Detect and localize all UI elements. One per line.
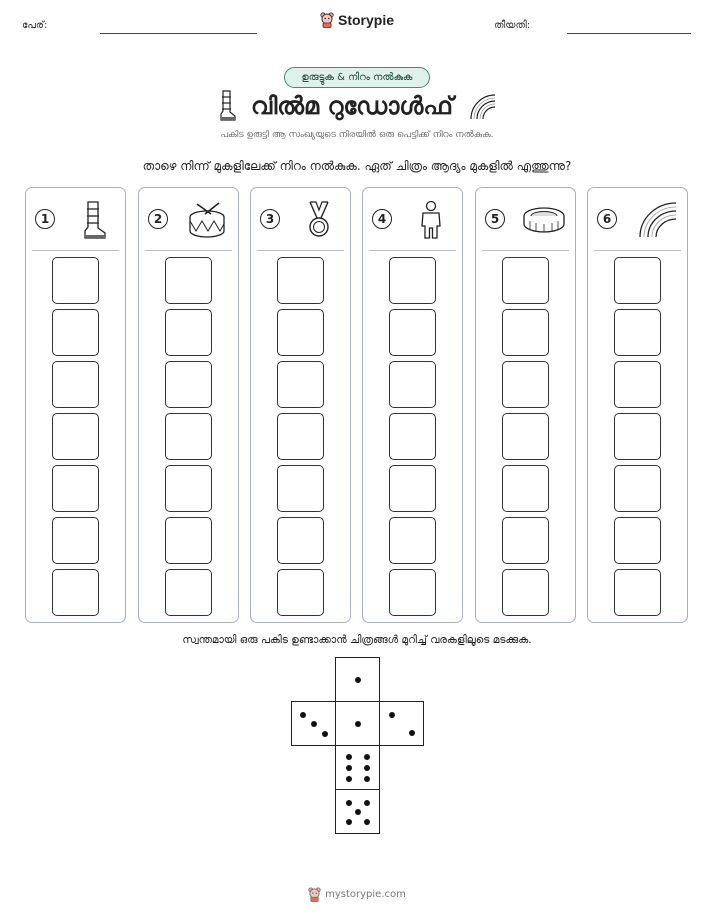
color-box[interactable] (52, 361, 99, 408)
die-face (335, 789, 380, 834)
die-pip (364, 776, 370, 782)
name-label: പേര്: (22, 20, 48, 31)
color-box[interactable] (614, 309, 661, 356)
column-6 (587, 187, 688, 623)
name-line[interactable] (100, 33, 257, 34)
color-box[interactable] (502, 361, 549, 408)
color-box[interactable] (389, 309, 436, 356)
color-box[interactable] (389, 517, 436, 564)
column-header (588, 188, 687, 250)
die-face (335, 657, 380, 702)
column-header (363, 188, 462, 250)
die-pip (311, 721, 317, 727)
column-number: 1 (35, 209, 55, 229)
page-title: വിൽമ റുഡോൾഫ് (251, 92, 453, 120)
storypie-bear-logo-icon (320, 12, 334, 28)
drum-icon (185, 200, 229, 240)
die-face (335, 701, 380, 746)
column-header (476, 188, 575, 250)
color-box[interactable] (165, 569, 212, 616)
question: താഴെ നിന്ന് മുകളിലേക്ക് നിറം നൽകുക. ഏത് ചിത്രം ആദ്യം മുകളിൽ എത്തുന്നു? (142, 159, 572, 173)
brand (0, 12, 714, 28)
die-pip (355, 809, 361, 815)
color-box[interactable] (614, 569, 661, 616)
die-face (335, 745, 380, 790)
color-box[interactable] (165, 257, 212, 304)
column-number: 5 (485, 209, 505, 229)
color-box[interactable] (614, 517, 661, 564)
color-box[interactable] (502, 309, 549, 356)
color-box[interactable] (165, 517, 212, 564)
subtitle: പകിട ഉരുട്ടി ആ സംഖ്യയുടെ നിരയിൽ ഒരു പെട്ടിക്ക് നിറം നൽകുക. (220, 130, 494, 140)
column-2 (138, 187, 239, 623)
color-box[interactable] (277, 257, 324, 304)
color-box[interactable] (502, 465, 549, 512)
color-box[interactable] (614, 413, 661, 460)
color-box[interactable] (277, 569, 324, 616)
color-box[interactable] (52, 413, 99, 460)
column-4 (362, 187, 463, 623)
color-box[interactable] (502, 517, 549, 564)
color-box[interactable] (277, 309, 324, 356)
column-3 (250, 187, 351, 623)
color-box[interactable] (389, 257, 436, 304)
color-box[interactable] (389, 361, 436, 408)
die-pip (346, 800, 352, 806)
column-number: 2 (148, 209, 168, 229)
column-number: 6 (597, 209, 617, 229)
activity-pill-label: ഉരുട്ടുക & നിറം നൽകുക (301, 72, 413, 83)
column-header (139, 188, 238, 250)
footer-url: mystorypie.com (325, 889, 406, 900)
date-label: തീയതി: (494, 20, 531, 31)
die-pip (346, 754, 352, 760)
color-box[interactable] (614, 361, 661, 408)
color-box[interactable] (389, 569, 436, 616)
die-pip (364, 765, 370, 771)
medal-icon (297, 200, 341, 240)
color-box[interactable] (277, 517, 324, 564)
person-icon (409, 200, 453, 240)
die-instruction: സ്വന്തമായി ഒരു പകിട ഉണ്ടാക്കാൻ ചിത്രങ്ങൾ മുറിച്ച് വരകളിലൂടെ മടക്കുക. (182, 634, 532, 646)
die-pip (364, 800, 370, 806)
activity-pill (284, 67, 430, 88)
leg-brace-icon (72, 200, 116, 240)
column-header (251, 188, 350, 250)
column-number: 3 (260, 209, 280, 229)
color-box[interactable] (389, 465, 436, 512)
color-box[interactable] (277, 361, 324, 408)
column-number: 4 (372, 209, 392, 229)
die-pip (346, 776, 352, 782)
color-box[interactable] (52, 309, 99, 356)
die-pip (346, 819, 352, 825)
brand-name: Storypie (337, 12, 394, 28)
die-pip (364, 819, 370, 825)
color-box[interactable] (165, 361, 212, 408)
color-box[interactable] (277, 413, 324, 460)
color-box[interactable] (502, 413, 549, 460)
die-pip (322, 731, 328, 737)
title-row (0, 90, 714, 122)
color-box[interactable] (52, 569, 99, 616)
color-box[interactable] (614, 257, 661, 304)
die-pip (355, 677, 361, 683)
die-pip (355, 721, 361, 727)
color-box[interactable] (52, 517, 99, 564)
die-face (379, 701, 424, 746)
die-pip (389, 712, 395, 718)
die-pip (346, 765, 352, 771)
die-pip (300, 712, 306, 718)
footer (0, 887, 714, 902)
column-header (26, 188, 125, 250)
running-track-icon (467, 91, 497, 121)
date-line[interactable] (567, 33, 691, 34)
color-box[interactable] (165, 465, 212, 512)
running-track-icon (634, 200, 678, 240)
color-box[interactable] (502, 257, 549, 304)
die-pip (364, 754, 370, 760)
column-5 (475, 187, 576, 623)
stadium-icon (522, 200, 566, 240)
color-box[interactable] (614, 465, 661, 512)
die-face (291, 701, 336, 746)
color-box[interactable] (52, 465, 99, 512)
color-box[interactable] (389, 413, 436, 460)
color-box[interactable] (165, 309, 212, 356)
color-box[interactable] (502, 569, 549, 616)
leg-brace-icon (217, 90, 237, 122)
storypie-bear-logo-icon (308, 887, 321, 902)
color-box[interactable] (165, 413, 212, 460)
color-box[interactable] (52, 257, 99, 304)
color-box[interactable] (277, 465, 324, 512)
column-1 (25, 187, 126, 623)
die-pip (409, 730, 415, 736)
